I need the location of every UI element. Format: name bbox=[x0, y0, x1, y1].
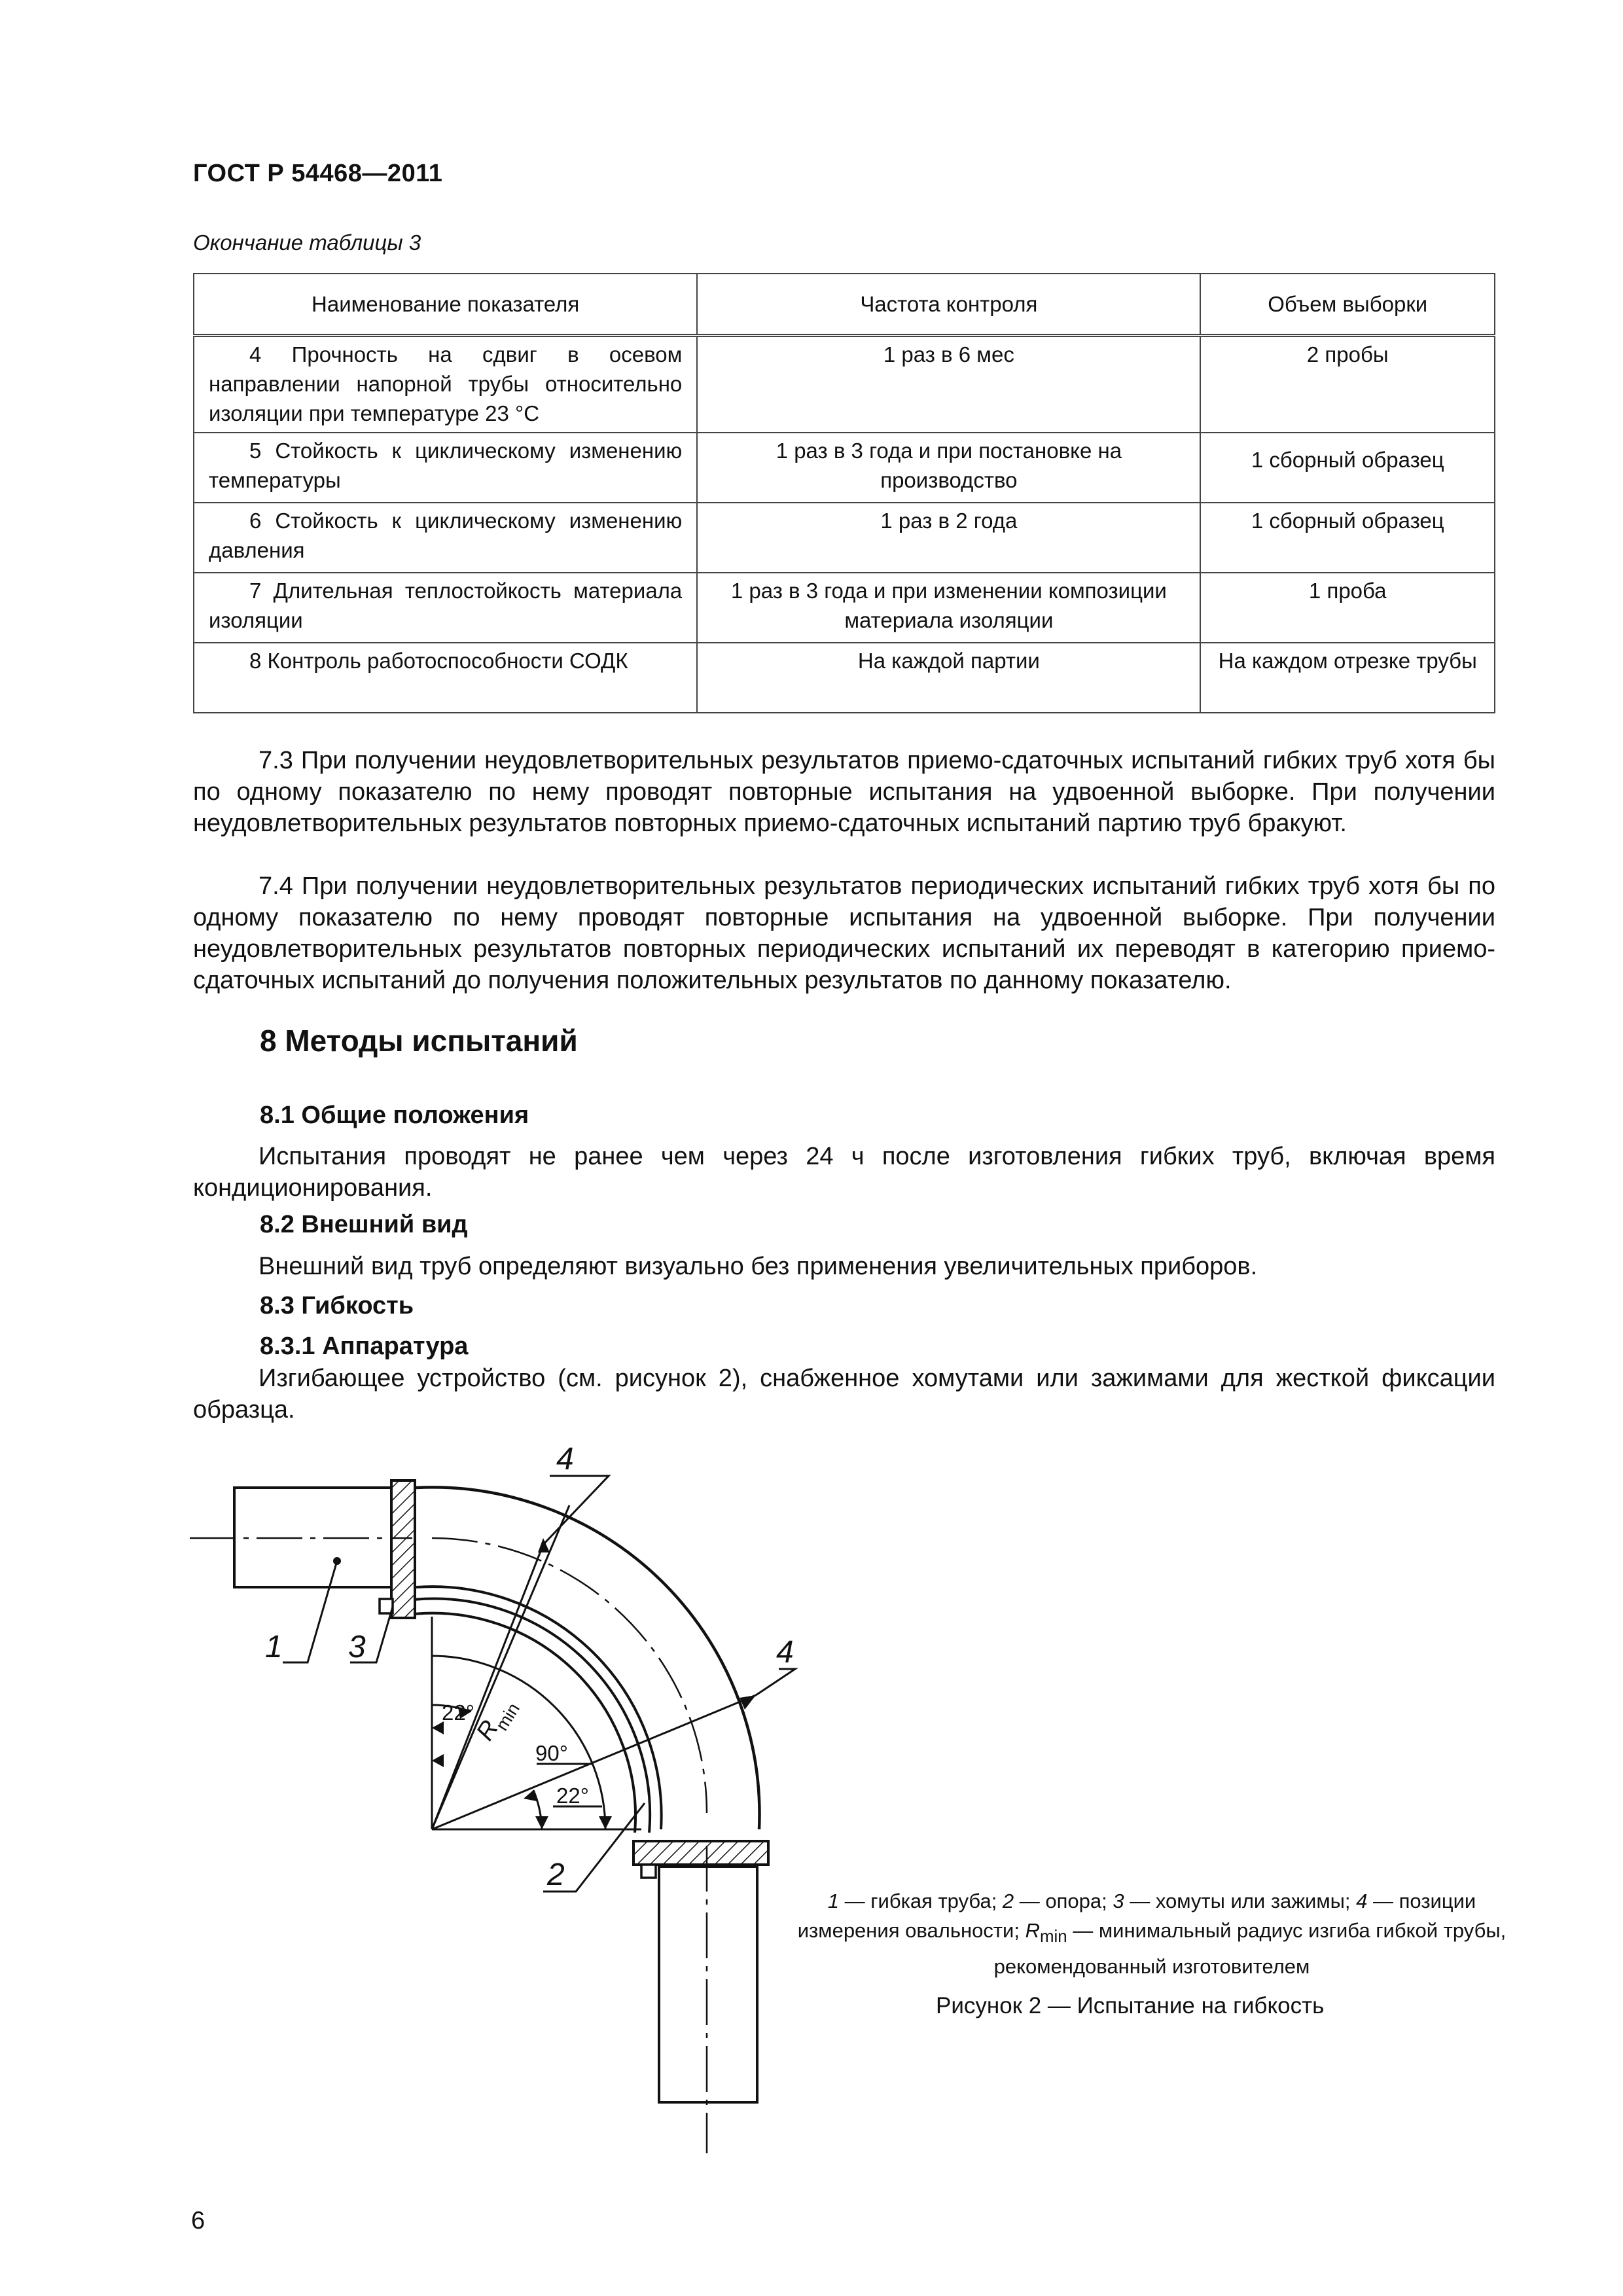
column-header: Объем выборки bbox=[1200, 274, 1495, 336]
legend-text: — опора; bbox=[1014, 1890, 1113, 1912]
paragraph-8-2: Внешний вид труб определяют визуально без применения увеличительных приборов. bbox=[259, 1253, 1258, 1280]
angle-label-90: 90° bbox=[535, 1741, 568, 1765]
label-2: 2 bbox=[547, 1857, 565, 1892]
radius-label-subscript: min bbox=[491, 1699, 524, 1734]
cell-indicator: 4 Прочность на сдвиг в осевом направлении напорной трубы относительно изоляции при температуре 23 °С bbox=[194, 336, 697, 433]
legend-radius-symbol: R bbox=[1025, 1919, 1040, 1942]
cell-sample: 1 сборный образец bbox=[1200, 433, 1495, 503]
cell-frequency: 1 раз в 3 года и при изменении композиции материала изоляции bbox=[697, 573, 1200, 643]
column-header: Наименование показателя bbox=[194, 274, 697, 336]
label-4-right: 4 bbox=[776, 1635, 794, 1670]
legend-number: 1 bbox=[827, 1890, 839, 1912]
legend-text: — гибкая труба; bbox=[838, 1890, 1003, 1912]
paragraph-8-1: Испытания проводят не ранее чем через 24 ч после изготовления гибких труб, включая время кондиционирования. bbox=[193, 1143, 1495, 1202]
clamp-top bbox=[391, 1480, 415, 1618]
column-header: Частота контроля bbox=[697, 274, 1200, 336]
legend-radius-subscript: min bbox=[1039, 1928, 1067, 1946]
paragraph-7-4: 7.4 При получении неудовлетворительных результатов периодических испытаний гибких труб хотя бы по одному показателю по нему проводят повторные испытания на удвоенной выборке. При получении неудовлетворительных результатов повторных периодических испытаний их переводят в категорию приемо-сдаточных испытаний до получения положительных результатов по данному показателю. bbox=[193, 872, 1495, 994]
radius-label: R bbox=[471, 1715, 505, 1746]
document-header-title: ГОСТ Р 54468—2011 bbox=[193, 160, 443, 187]
cell-frequency: На каждой партии bbox=[697, 643, 1200, 713]
cell-frequency: 1 раз в 6 мес bbox=[697, 336, 1200, 433]
cell-indicator: 8 Контроль работоспособности СОДК bbox=[194, 643, 697, 713]
paragraph-7-3: 7.3 При получении неудовлетворительных результатов приемо-сдаточных испытаний гибких труб хотя бы по одному показателю по нему проводят повторные испытания на удвоенной выборке. При получении неудовлетворительных результатов повторных приемо-сдаточных испытаний партию труб бракуют. bbox=[193, 747, 1495, 837]
cell-sample: 2 пробы bbox=[1200, 336, 1495, 433]
cell-sample: 1 сборный образец bbox=[1200, 503, 1495, 573]
section-heading-8-3-1: 8.3.1 Аппаратура bbox=[260, 1333, 469, 1360]
cell-indicator: 6 Стойкость к циклическому изменению давления bbox=[194, 503, 697, 573]
legend-text: — минимальный радиус изгиба гибкой трубы, рекомендованный изготовителем bbox=[993, 1919, 1507, 1979]
legend-number: 3 bbox=[1113, 1890, 1124, 1912]
legend-number: 4 bbox=[1356, 1890, 1368, 1912]
leader-4-right bbox=[756, 1669, 795, 1695]
legend-number: 2 bbox=[1002, 1890, 1014, 1912]
figure-caption: Рисунок 2 — Испытание на гибкость bbox=[936, 1993, 1325, 2018]
section-heading-8-3: 8.3 Гибкость bbox=[260, 1292, 414, 1319]
clamp-bottom-lug bbox=[641, 1865, 656, 1878]
cell-sample: 1 проба bbox=[1200, 573, 1495, 643]
pipe-straight-vertical bbox=[659, 1867, 757, 2102]
legend-text: — позиции измерения овальности; bbox=[797, 1890, 1476, 1942]
arrow-head bbox=[599, 1816, 612, 1829]
figure-legend bbox=[795, 1886, 1508, 1981]
section-heading-8-2: 8.2 Внешний вид bbox=[260, 1211, 468, 1238]
legend-text: — хомуты или зажимы; bbox=[1124, 1890, 1357, 1912]
table-caption: Окончание таблицы 3 bbox=[193, 230, 421, 255]
section-heading-8: 8 Методы испытаний bbox=[260, 1024, 578, 1058]
paragraph-8-3-1: Изгибающее устройство (см. рисунок 2), снабженное хомутами или зажимами для жесткой фиксации образца. bbox=[193, 1365, 1495, 1424]
section-heading-8-1: 8.1 Общие положения bbox=[260, 1102, 529, 1129]
cell-indicator: 7 Длительная теплостойкость материала изоляции bbox=[194, 573, 697, 643]
pipe-bend-outer bbox=[416, 1487, 760, 1829]
leader-1 bbox=[283, 1561, 337, 1662]
cell-frequency: 1 раз в 3 года и при постановке на производство bbox=[697, 433, 1200, 503]
cell-frequency: 1 раз в 2 года bbox=[697, 503, 1200, 573]
cell-indicator: 5 Стойкость к циклическому изменению температуры bbox=[194, 433, 697, 503]
leader-dot bbox=[333, 1557, 341, 1565]
label-1: 1 bbox=[265, 1630, 283, 1664]
arrow-head bbox=[535, 1816, 548, 1829]
angle-label-22-bottom: 22° bbox=[556, 1784, 589, 1808]
page-number: 6 bbox=[191, 2207, 205, 2234]
cell-sample: На каждом отрезке трубы bbox=[1200, 643, 1495, 713]
angle-label-22-top: 22° bbox=[442, 1700, 474, 1725]
label-4-top: 4 bbox=[556, 1442, 574, 1477]
clamp-bottom bbox=[633, 1841, 768, 1865]
label-3: 3 bbox=[348, 1630, 366, 1664]
arrow-head bbox=[432, 1754, 444, 1767]
